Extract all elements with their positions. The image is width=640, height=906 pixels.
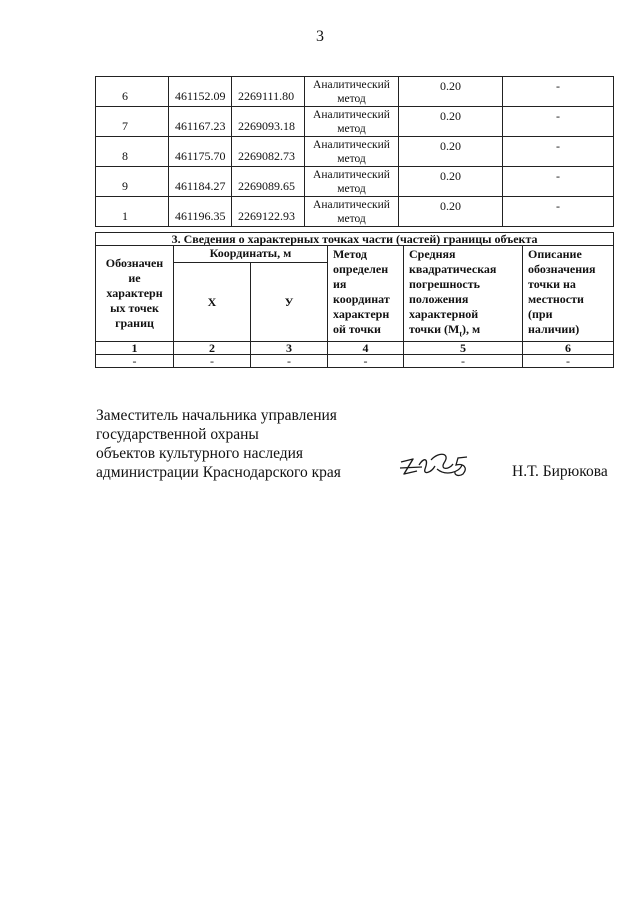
empty-cell: -	[523, 355, 614, 368]
y-coordinate: 2269089.65	[232, 167, 305, 197]
header-coordinates: Координаты, м	[174, 246, 328, 263]
accuracy-cell: 0.20	[399, 137, 503, 167]
method-cell	[305, 107, 399, 137]
signer-name: Н.Т. Бирюкова	[512, 463, 608, 480]
description-cell: -	[503, 167, 614, 197]
handwritten-signature	[398, 448, 478, 484]
method-cell	[305, 77, 399, 107]
y-coordinate: 2269122.93	[232, 197, 305, 227]
empty-cell: -	[174, 355, 251, 368]
column-number: 3	[251, 342, 328, 355]
column-number: 6	[523, 342, 614, 355]
section3-table	[95, 232, 614, 368]
header-y: У	[251, 262, 328, 341]
method-cell	[305, 167, 399, 197]
point-number: 1	[96, 197, 169, 227]
signatory-position	[96, 406, 341, 482]
description-cell: -	[503, 137, 614, 167]
point-number: 9	[96, 167, 169, 197]
section3-title: 3. Сведения о характерных точках части (частей) границы объекта	[96, 233, 614, 246]
empty-data-row	[96, 355, 614, 368]
accuracy-cell: 0.20	[399, 77, 503, 107]
x-coordinate: 461175.70	[169, 137, 232, 167]
accuracy-cell: 0.20	[399, 107, 503, 137]
coordinate-row	[96, 137, 614, 167]
accuracy-cell: 0.20	[399, 197, 503, 227]
description-cell: -	[503, 197, 614, 227]
position-line: Заместитель начальника управления	[96, 407, 337, 424]
column-number: 4	[328, 342, 404, 355]
method-line: Аналитический	[313, 169, 390, 181]
position-line: объектов культурного наследия	[96, 445, 304, 462]
column-number: 1	[96, 342, 174, 355]
method-line: метод	[337, 183, 366, 195]
y-coordinate: 2269082.73	[232, 137, 305, 167]
empty-cell: -	[96, 355, 174, 368]
method-line: метод	[337, 93, 366, 105]
header-description: Описание обозначения точки на местности (при наличии)	[523, 246, 614, 342]
method-line: Аналитический	[313, 79, 390, 91]
header-accuracy: Средняя квадратическая погрешность положения характерной точки $(M_t)$, м	[404, 246, 523, 342]
x-coordinate: 461184.27	[169, 167, 232, 197]
column-numbers-row	[96, 342, 614, 355]
header-x: X	[174, 262, 251, 341]
point-number: 8	[96, 137, 169, 167]
empty-cell: -	[404, 355, 523, 368]
description-cell: -	[503, 77, 614, 107]
coordinate-row	[96, 107, 614, 137]
x-coordinate: 461152.09	[169, 77, 232, 107]
point-number: 7	[96, 107, 169, 137]
page-number: 3	[316, 28, 324, 45]
method-line: Аналитический	[313, 139, 390, 151]
y-coordinate: 2269093.18	[232, 107, 305, 137]
coordinate-row	[96, 77, 614, 107]
description-cell: -	[503, 107, 614, 137]
empty-cell: -	[328, 355, 404, 368]
empty-cell: -	[251, 355, 328, 368]
method-cell	[305, 137, 399, 167]
position-line: государственной охраны	[96, 426, 259, 443]
point-number: 6	[96, 77, 169, 107]
method-line: Аналитический	[313, 199, 390, 211]
header-point-designation: Обозначен ие характерн ых точек границ	[96, 246, 174, 342]
accuracy-cell: 0.20	[399, 167, 503, 197]
method-line: Аналитический	[313, 109, 390, 121]
coordinates-table	[95, 76, 614, 227]
x-coordinate: 461196.35	[169, 197, 232, 227]
x-coordinate: 461167.23	[169, 107, 232, 137]
position-line: администрации Краснодарского края	[96, 464, 341, 481]
coordinate-row	[96, 167, 614, 197]
coordinate-row	[96, 197, 614, 227]
y-coordinate: 2269111.80	[232, 77, 305, 107]
method-line: метод	[337, 213, 366, 225]
column-number: 5	[404, 342, 523, 355]
method-cell	[305, 197, 399, 227]
method-line: метод	[337, 153, 366, 165]
header-method: Метод определен ия координат характерн ой точки	[328, 246, 404, 342]
method-line: метод	[337, 123, 366, 135]
column-number: 2	[174, 342, 251, 355]
